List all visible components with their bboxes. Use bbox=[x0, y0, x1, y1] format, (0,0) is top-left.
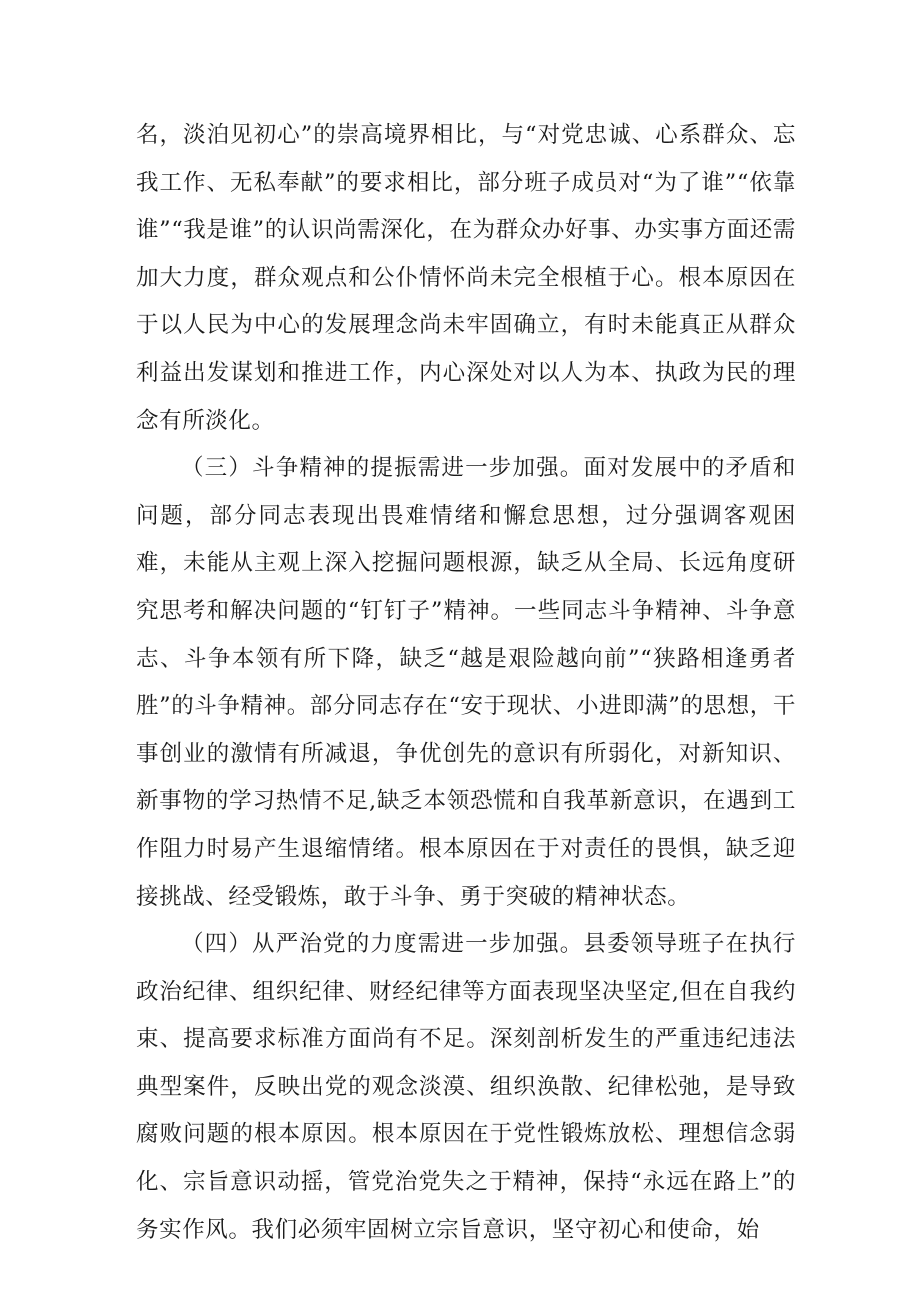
paragraph-section-four: （四）从严治党的力度需进一步加强。县委领导班子在执行政治纪律、组织纪律、财经纪律等方面表现坚决坚定,但在自我约束、提高要求标准方面尚有不足。深刻剖析发生的严重违纪违法典型案件，反映出党的观念淡漠、组织涣散、纪律松弛，是导致腐败问题的根本原因。根本原因在于党性锻炼放松、理想信念弱化、宗旨意识动摇，管党治党失之于精神，保持“永远在路上”的务实作风。我们必须牢固树立宗旨意识，坚守初心和使命，始 bbox=[136, 931, 796, 1243]
paragraph-section-three: （三）斗争精神的提振需进一步加强。面对发展中的矛盾和问题，部分同志表现出畏难情绪和懈怠思想，过分强调客观困难，未能从主观上深入挖掘问题根源，缺乏从全局、长远角度研究思考和解决问题的“钉钉子”精神。一些同志斗争精神、斗争意志、斗争本领有所下降，缺乏“越是艰险越向前”“狭路相逢勇者胜”的斗争精神。部分同志存在“安于现状、小进即满”的思想，干事创业的激情有所减退，争优创先的意识有所弱化，对新知识、新事物的学习热情不足,缺乏本领恐慌和自我革新意识，在遇到工作阻力时易产生退缩情绪。根本原因在于对责任的畏惧，缺乏迎接挑战、经受锻炼，敢于斗争、勇于突破的精神状态。 bbox=[136, 455, 797, 910]
document-body bbox=[136, 112, 796, 1254]
paragraph-continuation: 名，淡泊见初心”的崇高境界相比，与“对党忠诚、心系群众、忘我工作、无私奉献”的要求相比，部分班子成员对“为了谁”“依靠谁”“我是谁”的认识尚需深化，在为群众办好事、办实事方面还需加大力度，群众观点和公仆情怀尚未完全根植于心。根本原因在于以人民为中心的发展理念尚未牢固确立，有时未能真正从群众利益出发谋划和推进工作，内心深处对以人为本、执政为民的理念有所淡化。 bbox=[136, 122, 797, 434]
